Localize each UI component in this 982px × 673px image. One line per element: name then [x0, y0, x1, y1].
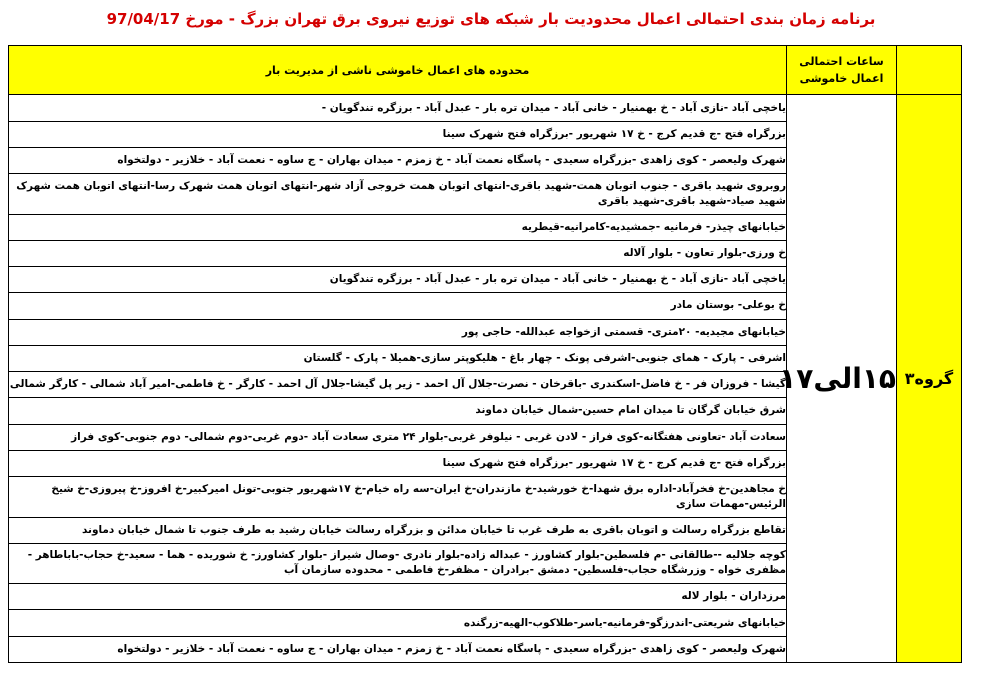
- area-cell: خیابانهای چیذر- فرمانیه -جمشیدیه-کامرانیه-قیطریه: [9, 214, 787, 240]
- table-row: [9, 95, 962, 121]
- area-cell: اشرفی - پارک - همای جنوبی-اشرفی پونک - چهار باغ - هلیکوپتر سازی-همیلا - پارک - گلستان: [9, 345, 787, 371]
- header-row: [9, 46, 962, 95]
- schedule-table: [8, 45, 962, 663]
- area-cell: یاخچی آباد -نازی آباد - خ بهمنیار - خانی آباد - میدان تره بار - عبدل آباد - برزگره تندگویان -: [9, 95, 787, 121]
- area-cell: خ مجاهدین-خ فخرآباد-اداره برق شهدا-خ خورشید-خ مازندران-خ ایران-سه راه خیام-خ ۱۷شهریور جنوبی-تونل امیرکبیر-خ افروز-خ پیروزی-خ شیخ الرئیس-مهمات سازی: [9, 477, 787, 517]
- area-cell: مرزداران - بلوار لاله: [9, 584, 787, 610]
- area-cell: خیابانهای شریعتی-اندرزگو-فرمانیه-یاسر-طلاکوب-الهیه-زرگنده: [9, 610, 787, 636]
- area-cell: شهرک ولیعصر - کوی زاهدی -بزرگراه سعیدی - پاسگاه نعمت آباد - خ زمزم - میدان بهاران - ج ساوه - نعمت آباد - خلازیر - دولتخواه: [9, 636, 787, 662]
- area-cell: یاخچی آباد -نازی آباد - خ بهمنیار - خانی آباد - میدان تره بار - عبدل آباد - برزگره تندگویان: [9, 267, 787, 293]
- area-cell: شهرک ولیعصر - کوی زاهدی -بزرگراه سعیدی - پاسگاه نعمت آباد - خ زمزم - میدان بهاران - ج ساوه - نعمت آباد - خلازیر - دولتخواه: [9, 147, 787, 173]
- time-cell: ۱۵الی۱۷: [787, 95, 897, 663]
- area-cell: خیابانهای مجیدیه- ۲۰متری- قسمتی ازخواجه عبدالله- حاجی پور: [9, 319, 787, 345]
- area-cell: سعادت آباد -تعاونی هفتگانه-کوی فراز - لادن غربی - نیلوفر غربی-بلوار ۲۴ متری سعادت آباد -دوم غربی-دوم شمالی- دوم جنوبی-کوی فراز: [9, 424, 787, 450]
- area-cell: روبروی شهید باقری - جنوب اتوبان همت-شهید باقری-انتهای اتوبان همت خروجی آزاد شهر-انتهای اتوبان همت شهرک رسا-انتهای اتوبان همت شهرک شهید صیاد-شهید باقری-شهید باقری: [9, 174, 787, 214]
- group-cell: گروه۳: [897, 95, 962, 663]
- area-cell: خ بوعلی- بوستان مادر: [9, 293, 787, 319]
- area-cell: گیشا - فروزان فر - خ فاضل-اسکندری -باقرخان - نصرت-جلال آل احمد - زیر پل گیشا-جلال آل احمد - کارگر - خ فاطمی-امیر آباد شمالی - کارگر شمالی: [9, 372, 787, 398]
- area-cell: تقاطع بزرگراه رسالت و اتوبان باقری به طرف غرب تا خیابان مدائن و بزرگراه رسالت خیابان رشید به طرف جنوب تا شمال خیابان دماوند: [9, 517, 787, 543]
- area-cell: کوچه جلالیه --طالقانی -م فلسطین-بلوار کشاورز - عبداله زاده-بلوار نادری -وصال شیراز -بلوار کشاورز- خ شوریده - هما - سعید-خ حجاب-باباطاهر - مظفری خواه - وزرشگاه حجاب-فلسطین- دمشق -برادران - مظفر-خ فاطمی - محدوده سازمان آب: [9, 543, 787, 583]
- area-cell: خ ورزی-بلوار تعاون - بلوار آلاله: [9, 240, 787, 266]
- area-cell: شرق خیابان گرگان تا میدان امام حسین-شمال خیابان دماوند: [9, 398, 787, 424]
- table-body: [9, 46, 962, 663]
- schedule-table-container: [8, 45, 962, 663]
- group-header: [897, 46, 962, 95]
- page-title: برنامه زمان بندی احتمالی اعمال محدودیت بار شبکه های توزیع نیروی برق تهران بزرگ - مورخ 97/04/17: [106, 10, 876, 28]
- area-header: محدوده های اعمال خاموشی ناشی از مدیریت بار: [9, 46, 787, 95]
- time-header: ساعات احتمالی اعمال خاموشی: [787, 46, 897, 95]
- area-cell: بزرگراه فتح -ج قدیم کرج - خ ۱۷ شهریور -برزگراه فتح شهرک سینا: [9, 450, 787, 476]
- area-cell: بزرگراه فتح -ج قدیم کرج - خ ۱۷ شهریور -برزگراه فتح شهرک سینا: [9, 121, 787, 147]
